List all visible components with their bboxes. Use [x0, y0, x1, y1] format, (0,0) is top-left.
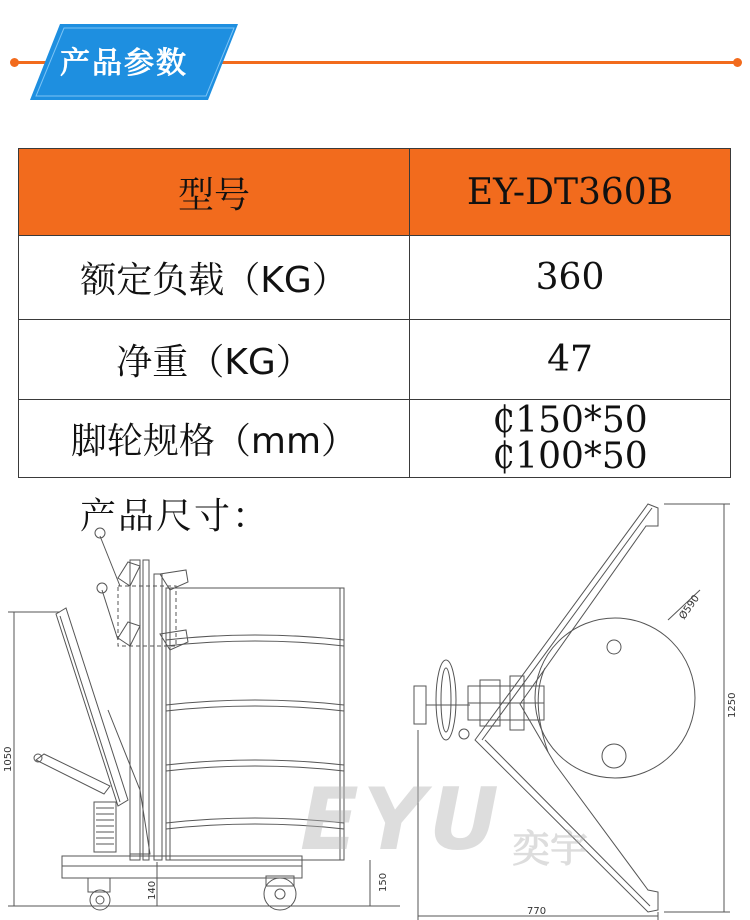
table-row — [19, 400, 731, 478]
spec-label-weight: 净重（KG） — [19, 320, 410, 400]
caster-size-small: ₵100*50 — [492, 435, 648, 477]
spec-value-caster — [410, 400, 731, 478]
spring-coil — [94, 802, 116, 852]
dim-top-drum: Ø590 — [677, 593, 702, 622]
dim-side-wheel: 150 — [378, 872, 389, 892]
dimensions-title: 产品尺寸： — [80, 496, 271, 537]
header-rule-end-dot — [733, 58, 742, 67]
header-title: 产品参数 — [60, 46, 188, 81]
spec-header-row — [19, 149, 731, 236]
table-row — [19, 236, 731, 320]
spec-header-value: EY-DT360B — [410, 149, 731, 236]
dim-side-base: 140 — [147, 880, 158, 900]
table-row — [19, 320, 731, 400]
dim-top-width: 770 — [527, 906, 547, 917]
spec-table — [18, 148, 731, 478]
watermark-logo: EYU — [300, 770, 503, 870]
dim-top-length: 1250 — [727, 692, 738, 718]
spec-value-load: 360 — [410, 236, 731, 320]
spec-value-weight: 47 — [410, 320, 731, 400]
spec-label-load: 额定负载（KG） — [19, 236, 410, 320]
header-rule-start-dot — [10, 58, 19, 67]
caster-size-large: ₵150*50 — [492, 399, 648, 441]
spec-label-caster: 脚轮规格（mm） — [19, 400, 410, 478]
watermark-chinese: 奕宇 — [512, 827, 589, 871]
spec-header-label: 型号 — [19, 149, 410, 236]
dim-side-height: 1050 — [3, 746, 14, 772]
